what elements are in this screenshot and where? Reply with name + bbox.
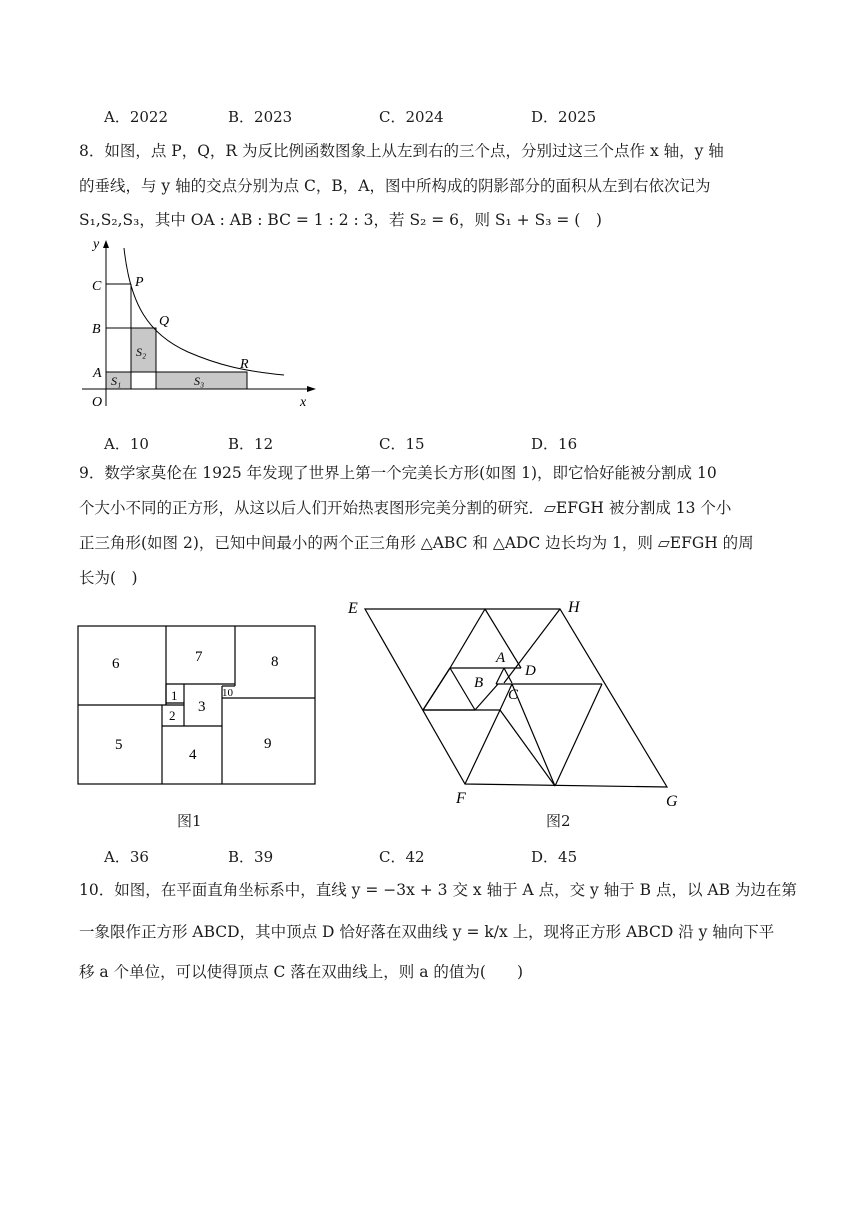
s2-label: S₂ <box>136 345 147 359</box>
fig2-point-a: A <box>496 650 506 666</box>
q8-text-line3: S₁,S₂,S₃，其中 OA : AB : BC = 1 : 2 : 3，若 S₂ = 6，则 S₁ + S₃ = ( ) <box>79 211 602 229</box>
fig2-point-c: C <box>508 687 519 703</box>
y-axis-label: y <box>93 237 100 252</box>
fig2-vertex-f: F <box>456 790 466 807</box>
fig1-square-1: 1 <box>171 688 178 703</box>
q9-figure2 <box>340 596 686 810</box>
q7-option-b: B．2023 <box>228 108 293 126</box>
fig2-vertex-e: E <box>348 600 358 617</box>
fig1-square-2: 2 <box>169 708 176 723</box>
point-q-label: Q <box>159 314 170 329</box>
fig1-square-8: 8 <box>271 654 279 670</box>
q7-option-d: D．2025 <box>531 108 597 126</box>
q8-option-a: A．10 <box>104 435 149 453</box>
fig1-square-10: 10 <box>222 687 233 699</box>
fig1-square-7: 7 <box>195 649 203 665</box>
q7-option-c: C．2024 <box>379 108 444 126</box>
point-b-label: B <box>92 322 101 337</box>
point-a-label: A <box>93 366 102 381</box>
fig1-square-5: 5 <box>115 737 123 753</box>
q8-figure <box>78 234 328 412</box>
q9-text-line2: 个大小不同的正方形，从这以后人们开始热衷图形完美分割的研究．▱EFGH 被分割成 13 个小 <box>79 499 732 517</box>
point-c-label: C <box>92 279 102 294</box>
q9-option-c: C．42 <box>379 848 425 866</box>
q10-text-line2: 一象限作正方形 ABCD，其中顶点 D 恰好落在双曲线 y = k/x 上，现将正方形 ABCD 沿 y 轴向下平 <box>79 923 775 941</box>
fig1-square-3: 3 <box>198 699 206 715</box>
q9-option-a: A．36 <box>104 848 149 866</box>
q8-option-b: B．12 <box>228 435 274 453</box>
q9-option-d: D．45 <box>531 848 578 866</box>
origin-label: O <box>92 395 103 410</box>
q9-text-line1: 9．数学家莫伦在 1925 年发现了世界上第一个完美长方形(如图 1)，即它恰好能被分割成 10 <box>79 464 717 482</box>
q7-option-a: A．2022 <box>104 108 169 126</box>
fig2-vertex-g: G <box>666 793 678 810</box>
fig1-square-4: 4 <box>189 747 197 763</box>
point-p-label: P <box>135 275 144 290</box>
q9-text-line3: 正三角形(如图 2)，已知中间最小的两个正三角形 △ABC 和 △ADC 边长均为 1，则 ▱EFGH 的周 <box>79 534 754 552</box>
fig2-caption: 图2 <box>546 812 571 830</box>
q8-text-line2: 的垂线，与 y 轴的交点分别为点 C，B，A，图中所构成的阴影部分的面积从左到右依次记为 <box>79 177 711 195</box>
q9-text-line4: 长为( ) <box>79 569 138 587</box>
q10-text-line3: 移 a 个单位，可以使得顶点 C 落在双曲线上，则 a 的值为( ) <box>79 963 523 981</box>
point-r-label: R <box>240 357 249 372</box>
q9-figure1 <box>76 624 318 788</box>
q8-option-d: D．16 <box>531 435 578 453</box>
s1-label: S₁ <box>111 374 122 388</box>
fig1-square-6: 6 <box>112 656 120 672</box>
fig2-point-d: D <box>525 663 536 679</box>
fig1-caption: 图1 <box>177 812 202 830</box>
q10-text-line1: 10．如图，在平面直角坐标系中，直线 y = −3x + 3 交 x 轴于 A 点，交 y 轴于 B 点，以 AB 为边在第 <box>79 881 797 899</box>
q9-option-b: B．39 <box>228 848 274 866</box>
x-axis-label: x <box>300 395 307 410</box>
q8-text-line1: 8．如图，点 P，Q，R 为反比例函数图象上从左到右的三个点，分别过这三个点作 x 轴，y 轴 <box>79 142 724 160</box>
fig2-point-b: B <box>474 675 484 691</box>
fig1-square-9: 9 <box>264 736 272 752</box>
fig2-vertex-h: H <box>568 599 580 616</box>
q8-option-c: C．15 <box>379 435 425 453</box>
s3-label: S₃ <box>194 374 205 388</box>
